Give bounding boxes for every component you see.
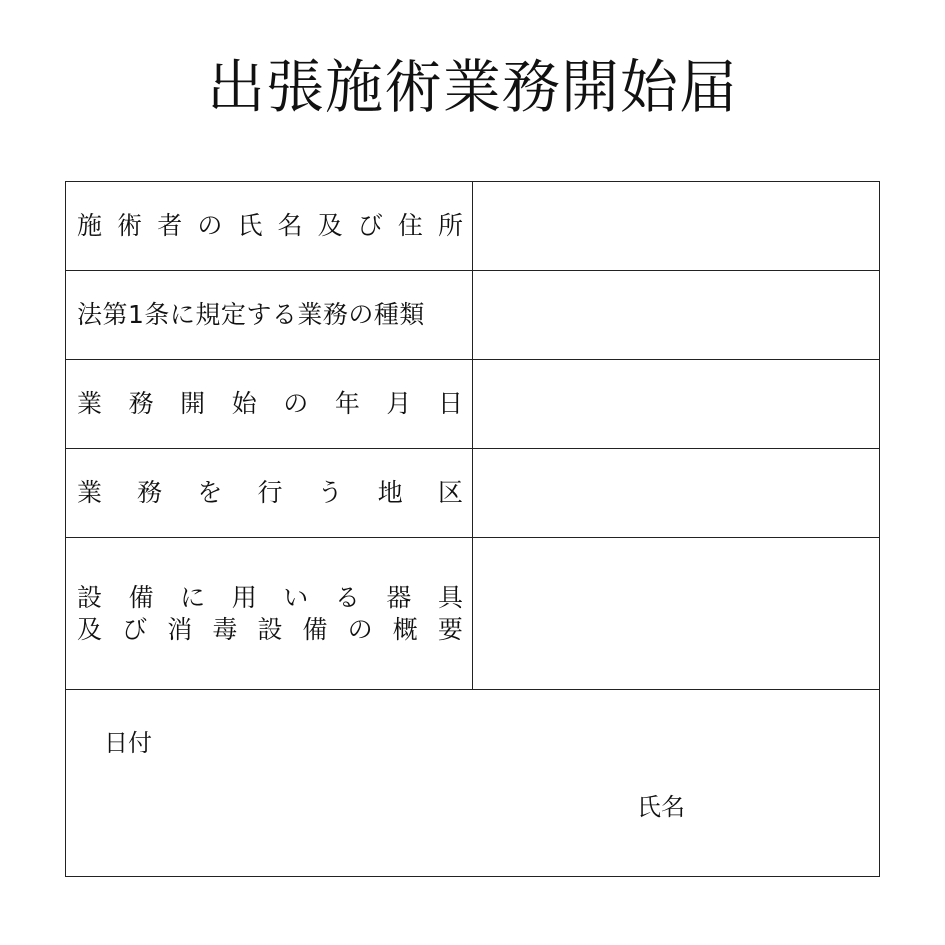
label-char: を [197, 478, 223, 507]
row-label-line-1 [77, 582, 463, 614]
label-char: 及 [77, 614, 103, 644]
signature-area [66, 690, 879, 876]
form-row-equipment [66, 538, 879, 690]
label-char: 者 [157, 211, 183, 240]
row-label [77, 210, 463, 242]
practitioner-name-address-field[interactable] [473, 182, 879, 270]
row-label-line-2 [77, 614, 463, 646]
label-char: 業 [77, 389, 103, 418]
label-char: 月 [386, 389, 412, 418]
row-label [77, 388, 463, 420]
label-char: 名 [277, 211, 303, 240]
form-row-business-type [66, 271, 879, 360]
label-char: 住 [397, 211, 423, 240]
label-cell [66, 182, 473, 270]
row-label: 法第1条に規定する業務の種類 [77, 300, 425, 329]
label-cell [66, 271, 473, 359]
label-char: 所 [437, 211, 463, 240]
label-char: 設 [77, 582, 103, 612]
label-char: 毒 [212, 614, 238, 644]
label-char: 具 [437, 582, 463, 612]
label-char: 概 [392, 614, 418, 644]
label-char: 開 [180, 389, 206, 418]
label-char: 務 [137, 478, 163, 507]
label-char: る [334, 582, 360, 612]
row-label [77, 477, 463, 509]
business-type-field[interactable] [473, 271, 879, 359]
label-char: 業 [77, 478, 103, 507]
label-char: の [197, 211, 223, 240]
label-cell [66, 449, 473, 537]
label-char: び [122, 614, 148, 644]
label-char: 氏 [237, 211, 263, 240]
label-char: の [283, 389, 309, 418]
form-row-service-area [66, 449, 879, 538]
label-char: 始 [231, 389, 257, 418]
start-date-field[interactable] [473, 360, 879, 448]
label-char: び [357, 211, 383, 240]
document-title: 出張施術業務開始届 [206, 53, 738, 121]
label-char: 及 [317, 211, 343, 240]
form-row-start-date [66, 360, 879, 449]
label-char: 行 [257, 478, 283, 507]
label-char: 施 [77, 211, 103, 240]
label-cell [66, 360, 473, 448]
service-area-field[interactable] [473, 449, 879, 537]
label-char: 要 [437, 614, 463, 644]
date-label: 日付 [104, 729, 152, 757]
form-row-practitioner [66, 182, 879, 271]
label-char: い [283, 582, 309, 612]
label-char: に [180, 582, 206, 612]
label-char: う [317, 478, 343, 507]
label-char: 区 [437, 478, 463, 507]
equipment-disinfection-field[interactable] [473, 538, 879, 689]
name-label: 氏名 [637, 793, 685, 821]
label-char: 務 [128, 389, 154, 418]
label-char: 備 [302, 614, 328, 644]
label-char: 消 [167, 614, 193, 644]
label-char: 設 [257, 614, 283, 644]
label-char: 日 [437, 389, 463, 418]
label-char: の [347, 614, 373, 644]
label-char: 地 [377, 478, 403, 507]
label-char: 器 [386, 582, 412, 612]
label-char: 用 [231, 582, 257, 612]
label-cell [66, 538, 473, 689]
label-char: 備 [128, 582, 154, 612]
label-char: 術 [117, 211, 143, 240]
row-label-two-line [77, 582, 463, 646]
application-form [65, 181, 880, 877]
label-char: 年 [334, 389, 360, 418]
